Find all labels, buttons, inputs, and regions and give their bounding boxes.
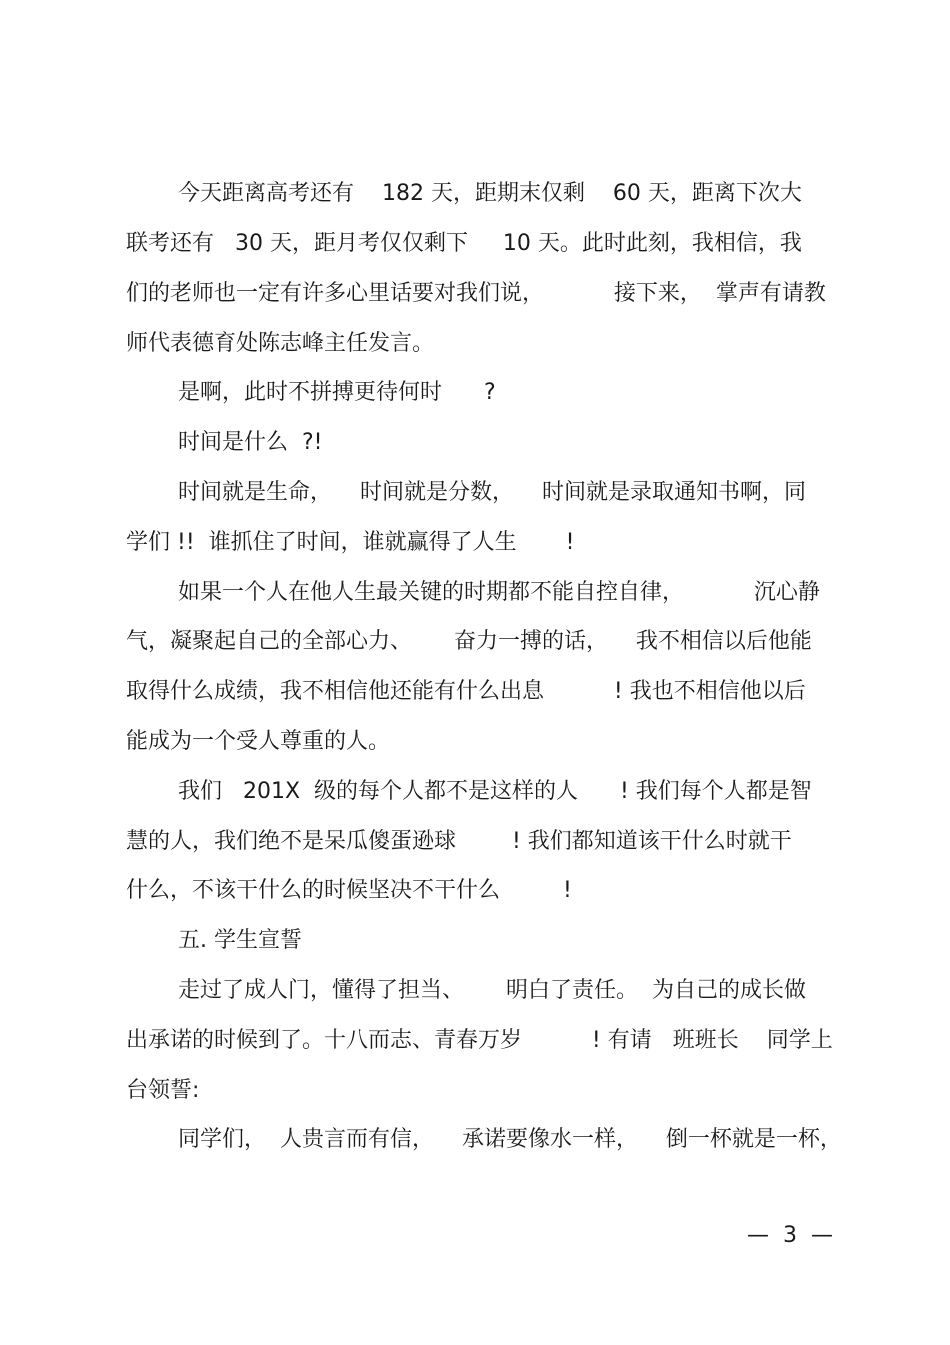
text-line: 走过了成人门，懂得了担当、 明白了责任。 为自己的成长做 [178, 978, 806, 1003]
text-line: 出承诺的时候到了。十八而志、青春万岁 ! 有请 班班长 同学上 [126, 1028, 833, 1053]
text-line: 是啊，此时不拼搏更待何时 ? [178, 380, 496, 405]
text-line: 取得什么成绩，我不相信他还能有什么出息 ! 我也不相信他以后 [126, 679, 806, 704]
text-line: 联考还有 30 天，距月考仅仅剩下 10 天。此时此刻，我相信，我 [126, 231, 802, 256]
text-line: 时间就是生命， 时间就是分数， 时间就是录取通知书啊，同 [178, 480, 806, 505]
text-line: 什么，不该干什么的时候坚决不干什么 ! [126, 878, 572, 903]
text-line: 我们 201X 级的每个人都不是这样的人 ! 我们每个人都是智 [178, 779, 812, 804]
text-line: 时间是什么 ?! [178, 430, 323, 455]
text-line: 师代表德育处陈志峰主任发言。 [126, 331, 435, 356]
text-line: 学们 !! 谁抓住了时间，谁就赢得了人生 ! [126, 530, 575, 555]
text-line: 气，凝聚起自己的全部心力、 奋力一搏的话， 我不相信以后他能 [126, 629, 812, 654]
text-line: 今天距离高考还有 182 天，距期末仅剩 60 天，距离下次大 [178, 181, 802, 206]
page-number: — 3 — [747, 1223, 833, 1248]
text-line: 如果一个人在他人生最关键的时期都不能自控自律， 沉心静 [178, 580, 820, 605]
text-line: 慧的人，我们绝不是呆瓜傻蛋逊球 ! 我们都知道该干什么时就干 [126, 829, 792, 854]
text-line: 同学们， 人贵言而有信， 承诺要像水一样， 倒一杯就是一杯， [178, 1127, 842, 1152]
text-line: 们的老师也一定有许多心里话要对我们说， 接下来， 掌声有请教 [126, 281, 826, 306]
section-heading: 五. 学生宣誓 [178, 928, 302, 953]
text-line: 台领誓: [126, 1078, 200, 1103]
text-line: 能成为一个受人尊重的人。 [126, 729, 391, 754]
